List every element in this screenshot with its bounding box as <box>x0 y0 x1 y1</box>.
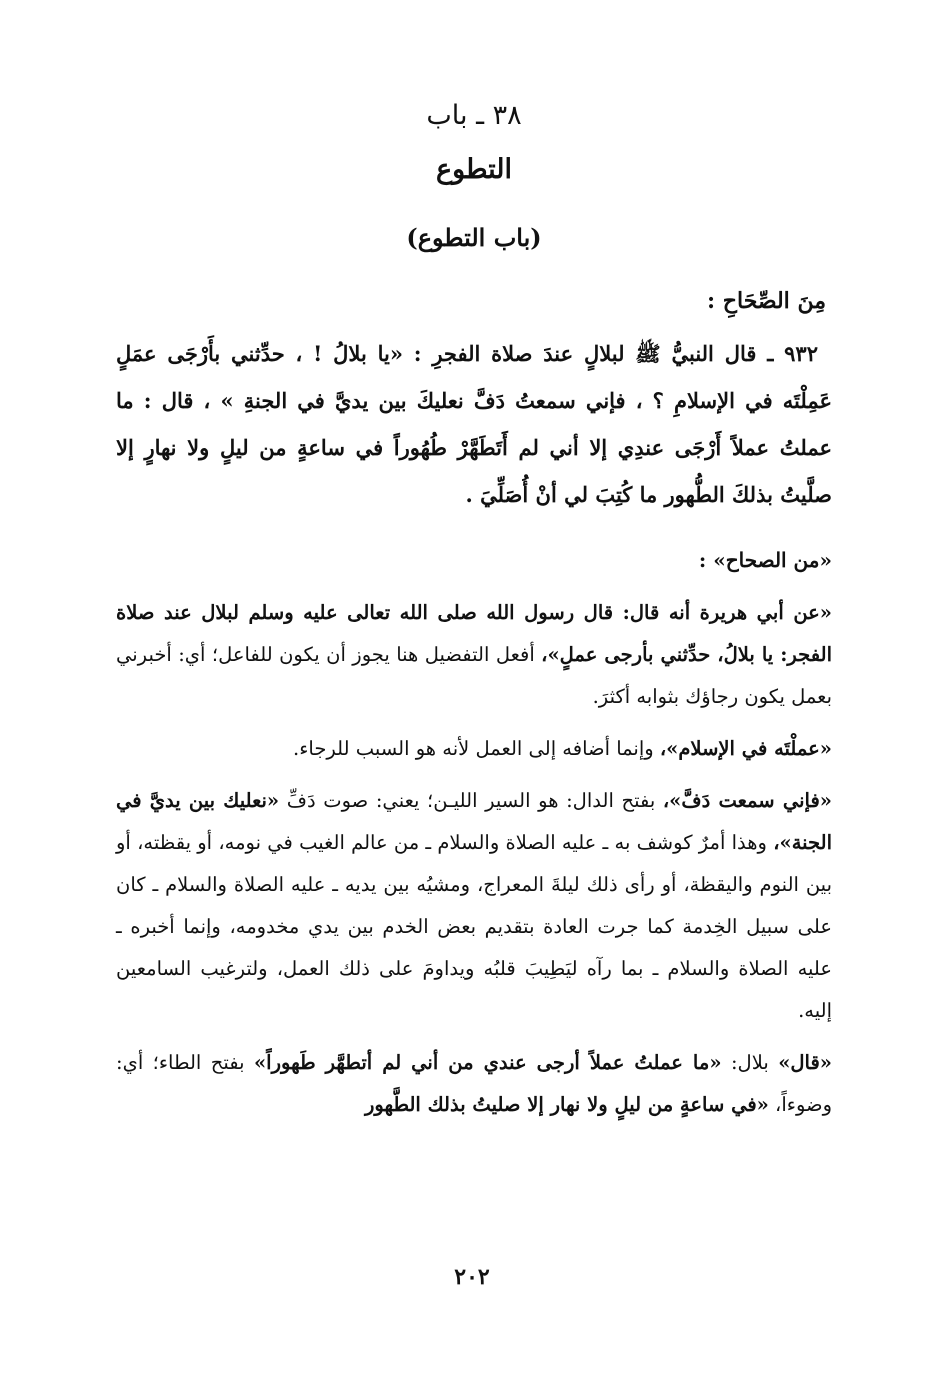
explanation-text: بلال: <box>721 1051 779 1074</box>
explanation-text: وإنما أضافه إلى العمل لأنه هو السبب للرجاء. <box>293 737 660 760</box>
commentary-paragraph <box>116 728 832 770</box>
chapter-number: ٣٨ ـ باب <box>426 100 522 131</box>
quoted-text: «عملْتَه في الإسلام»، <box>659 737 832 760</box>
commentary-paragraph <box>116 780 832 1032</box>
section-label: مِنَ الصِّحَاحِ : <box>707 288 826 314</box>
quoted-text: «ما عملتُ عملاً أرجى عندي من أني لم أتطهَّر طَهوراً» <box>253 1051 722 1074</box>
quoted-text: «عن أبي هريرة أنه قال: قال رسول الله صلى الله تعالى عليه وسلم لبلال عند صلاة الفجر: يا بلالُ، حدِّثني بأرجى عملٍ»، <box>116 601 832 666</box>
chapter-title: التطوع <box>435 154 513 185</box>
page-number: ٢٠٢ <box>454 1264 490 1290</box>
commentary-paragraph <box>116 592 832 718</box>
explanation-text: بفتح الطاء؛ أي: وضوءاً، <box>116 1051 832 1116</box>
hadith-text: ٩٣٢ ـ قال النبيُّ ﷺ لبلالٍ عندَ صلاة الفجرِ : «يا بلالُ ! ، حدِّثني بأَرْجَى عمَلٍ عَمِلْتَه في الإسلامِ ؟ ، فإني سمعتُ دَفَّ نعليكَ بين يديَّ في الجنةِ » ، قال : ما عملتُ عملاً أَرْجَى عندِي إلا أني لم أَتَطَهَّرْ طُهُوراً في ساعةٍ من ليلٍ ولا نهارٍ إلا صلَّيتُ بذلكَ الطُّهور ما كُتِبَ لي أنْ أُصَلِّيَ . <box>116 341 832 507</box>
chapter-subtitle: (باب التطوع) <box>406 223 542 252</box>
quoted-text: «نعليك بين يديَّ في الجنة»، <box>116 789 832 854</box>
explanation-text: أفعل التفضيل هنا يجوز أن يكون للفاعل؛ أي: أخبرني بعمل يكون رجاؤك بثوابه أكثرَ. <box>116 643 832 708</box>
quoted-text: «فإني سمعت دَفَّ»، <box>662 789 832 812</box>
page-body <box>116 80 832 1320</box>
quoted-text: «في ساعةٍ من ليلٍ ولا نهار إلا صليتُ بذلك الطَّهور <box>364 1093 769 1116</box>
commentary-heading: «من الصحاح» : <box>698 548 832 572</box>
commentary-paragraph <box>116 1042 832 1126</box>
quoted-text: «قال» <box>778 1051 832 1074</box>
explanation-text: وهذا أمرٌ كوشف به ـ عليه الصلاة والسلام ـ من عالم الغيب في نومه، أو يقظته، أو بين النوم واليقظة، أو رأى ذلك ليلةَ المعراج، ومشيُه بين يديه ـ عليه الصلاة والسلام ـ كان على سبيل الخِدمة كما جرت العادة بتقديم بعض الخدم بين يدي مخدومه، وإنما أخبره ـ عليه الصلاة والسلام ـ بما رآه ليَطِيبَ قلبُه ويداومَ على ذلك العمل، ولترغيب السامعين إليه. <box>116 831 832 1022</box>
explanation-text: بفتح الدال: هو السير الليـن؛ يعني: صوت دَفِّ <box>279 789 663 812</box>
